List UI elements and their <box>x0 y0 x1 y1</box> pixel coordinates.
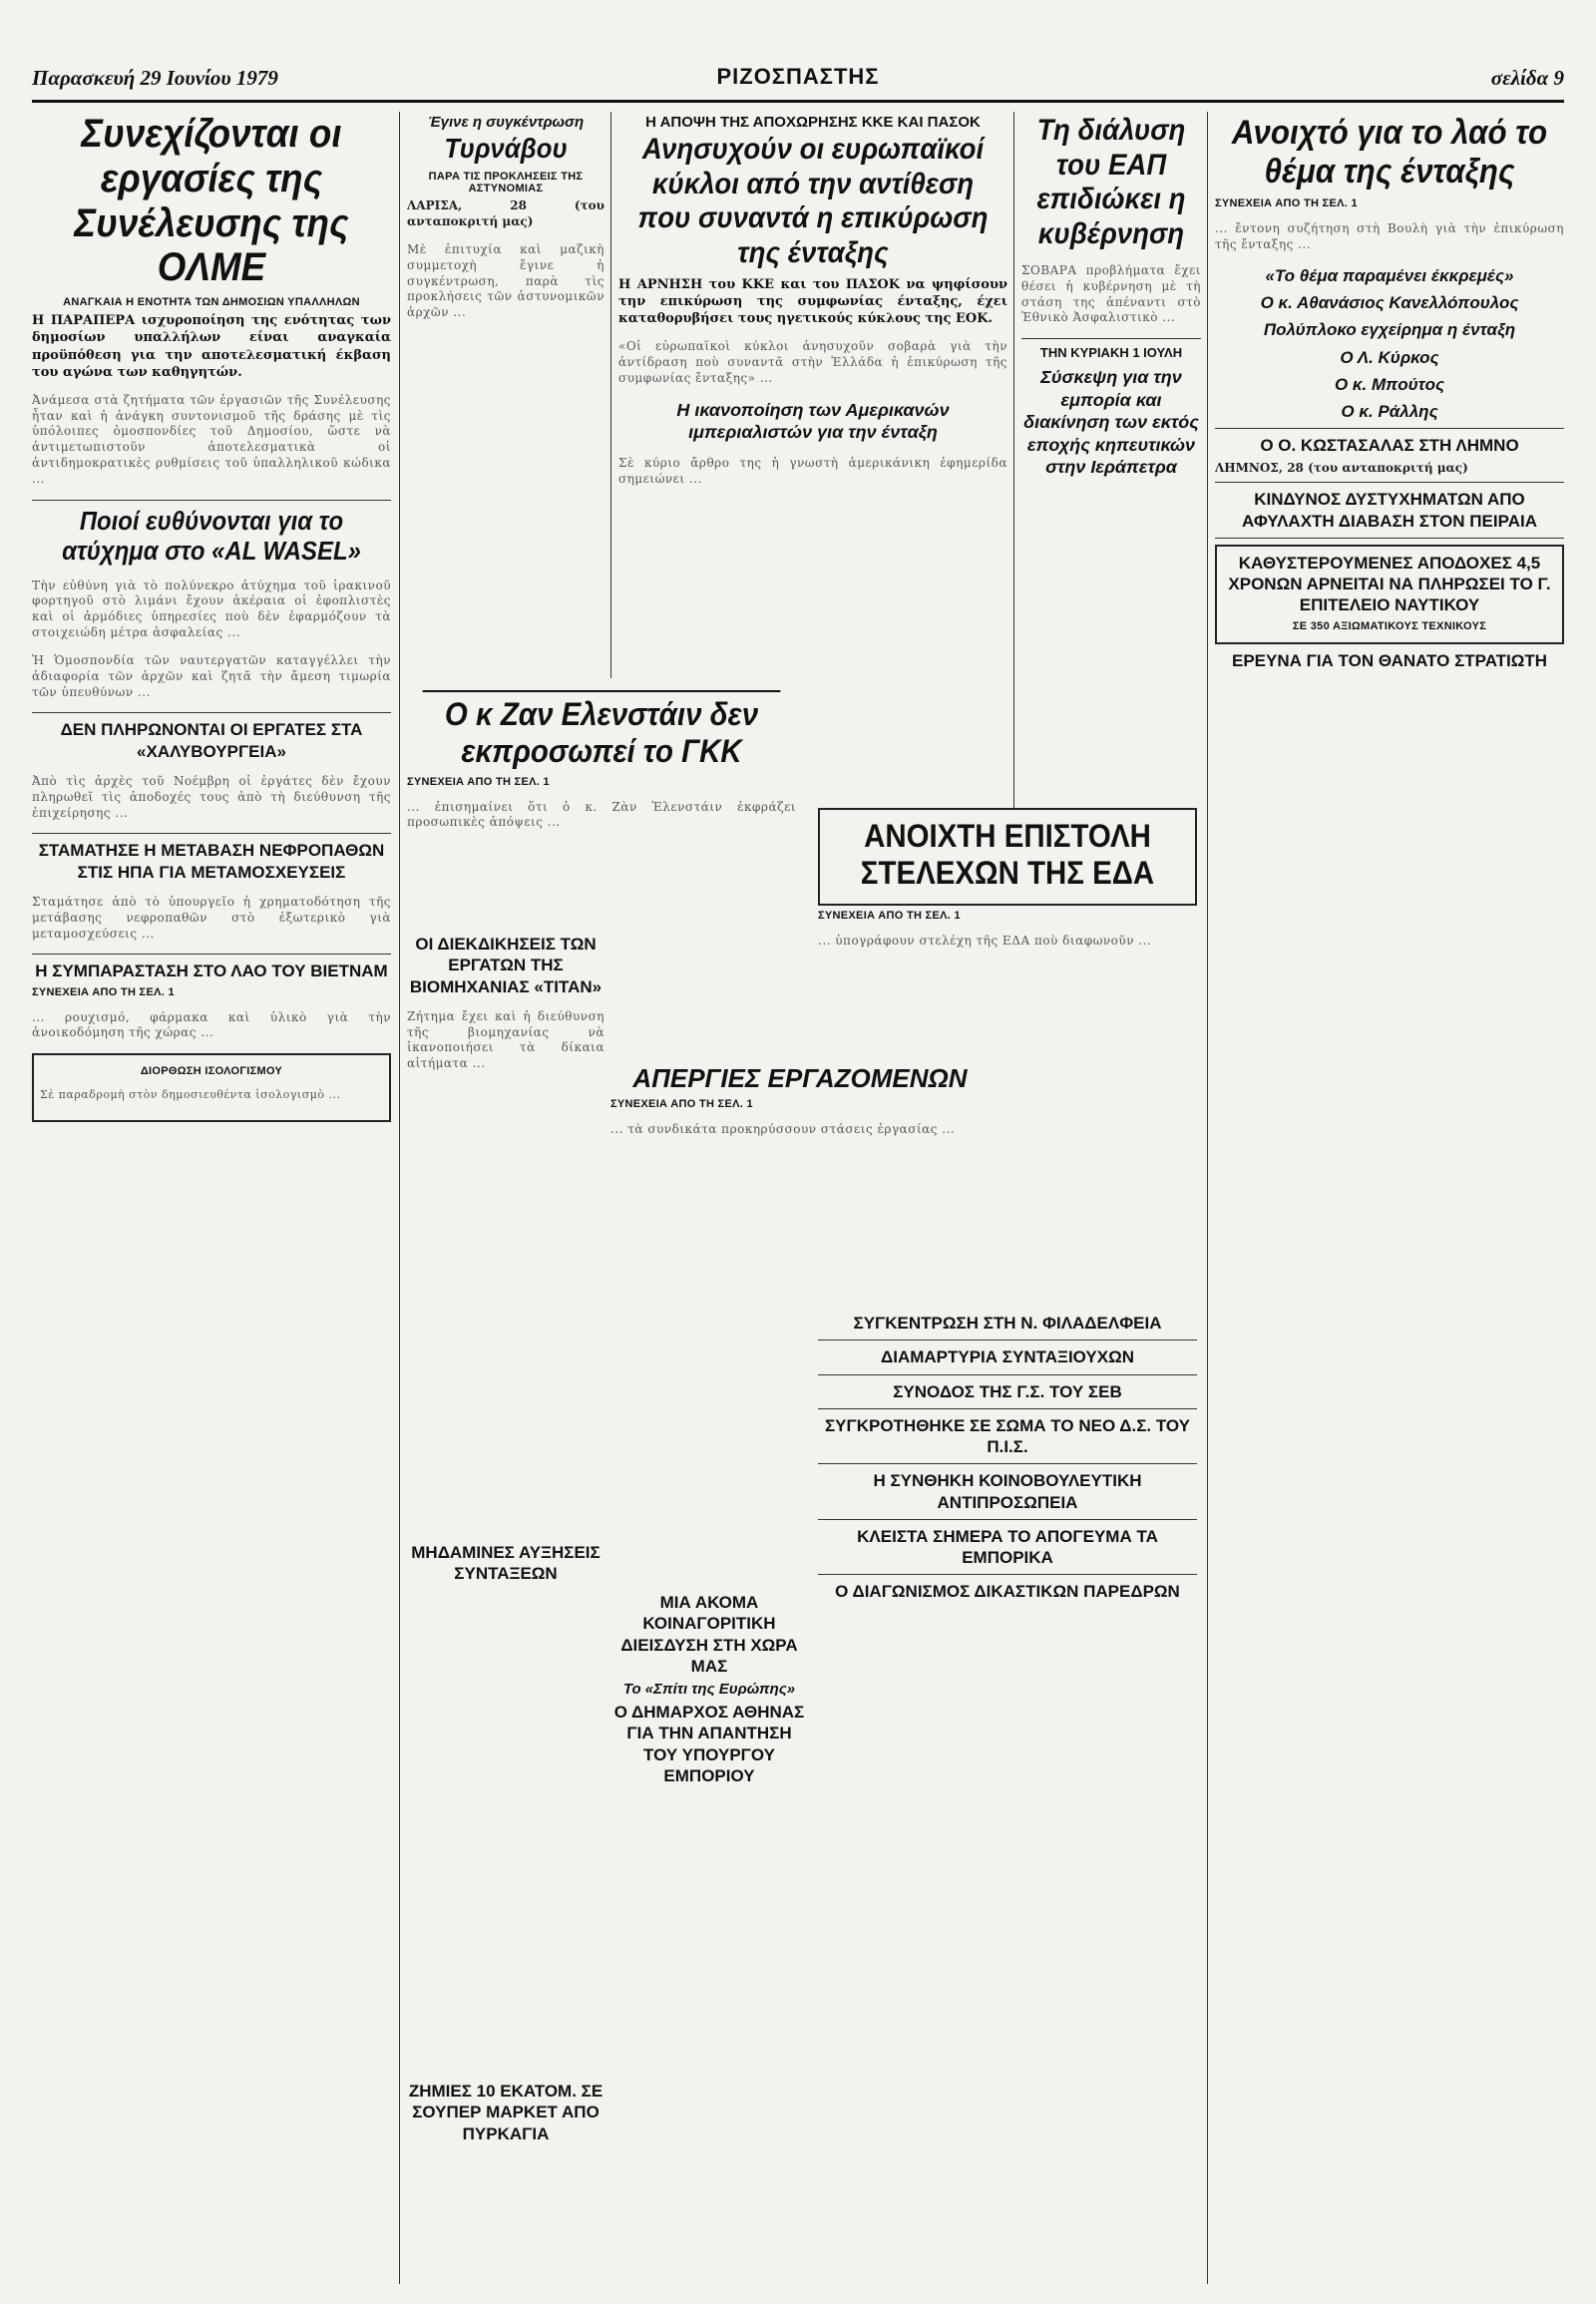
subhead-kanellopoulos: Ο κ. Αθανάσιος Κανελλόπουλος <box>1260 293 1519 313</box>
masthead: ΡΙΖΟΣΠΑΣΤΗΣ <box>716 64 880 89</box>
headline-strikes: ΑΠΕΡΓΙΕΣ ΕΡΓΑΖΟΜΕΝΩΝ <box>632 1063 968 1093</box>
article-halyvourgeia <box>32 719 391 821</box>
dateline-limnos: ΛΗΜΝΟΣ, 28 (του ανταποκριτή μας) <box>1215 460 1468 475</box>
article-titan <box>407 928 604 1187</box>
body-text: Σὲ παραδρομὴ στὸν δημοσιευθέντα ἰσολογισμὸ ... <box>40 1088 341 1102</box>
continued-label: ΣΥΝΕΧΕΙΑ ΑΠΟ ΤΗ ΣΕΛ. 1 <box>1215 197 1358 210</box>
kicker-tyrnavos: Έγινε η συγκέντρωση <box>427 114 585 131</box>
kicker-eok: Η ΑΠΟΨΗ ΤΗΣ ΑΠΟΧΩΡΗΣΗΣ ΚΚΕ ΚΑΙ ΠΑΣΟΚ <box>645 114 981 131</box>
headline-koin: ΜΙΑ ΑΚΟΜΑ ΚΟΙΝΑΓΟΡΙΤΙΚΗ ΔΙΕΙΣΔΥΣΗ ΣΤΗ ΧΩΡΑ ΜΑΣ <box>620 1593 798 1676</box>
headline-anti: Η ΣΥΝΘΗΚΗ ΚΟΙΝΟΒΟΥΛΕΥΤΙΚΗ ΑΝΤΙΠΡΟΣΩΠΕΙΑ <box>873 1471 1142 1512</box>
continued-label: ΣΥΝΕΧΕΙΑ ΑΠΟ ΤΗ ΣΕΛ. 1 <box>818 909 961 922</box>
subhead-naftiko: ΣΕ 350 ΑΞΙΩΜΑΤΙΚΟΥΣ ΤΕΧΝΙΚΟΥΣ <box>1292 619 1487 632</box>
headline-elenstein: Ο κ Ζαν Ελενστάιν δεν εκπροσωπεί το ΓΚΚ <box>423 690 781 770</box>
headline-fire: ΖΗΜΙΕΣ 10 ΕΚΑΤΟΜ. ΣΕ ΣΟΥΠΕΡ ΜΑΡΚΕΤ ΑΠΟ ΠΥΡΚΑΓΙΑ <box>408 2082 603 2143</box>
subhead-boutos: Ο κ. Μπούτος <box>1334 374 1445 394</box>
article-al-wasel <box>32 507 391 701</box>
headline-limnos: Ο Ο. ΚΩΣΤΑΣΑΛΑΣ ΣΤΗ ΛΗΜΝΟ <box>1260 436 1519 456</box>
subhead-tyrnavos: ΠΑΡΑ ΤΙΣ ΠΡΟΚΛΗΣΕΙΣ ΤΗΣ ΑΣΤΥΝΟΜΙΑΣ <box>428 171 584 195</box>
subhead-koin: Το «Σπίτι της Ευρώπης» <box>622 1681 796 1696</box>
notice-box <box>32 1053 391 1122</box>
body-text: ... ρουχισμό, φάρμακα καὶ ὑλικὸ γιὰ τὴν ἀνοικοδόμηση τῆς χώρας ... <box>32 1009 391 1040</box>
body-text: Σὲ κύριο ἄρθρο της ἡ γνωστὴ ἀμερικάνικη ἐφημερίδα σημειώνει ... <box>618 455 1007 486</box>
headline-eok: Ανησυχούν οι ευρωπαϊκοί κύκλοι από την αντίθεση που συναντά η επικύρωση της ένταξης <box>637 133 989 269</box>
headline-protest: ΔΙΑΜΑΡΤΥΡΙΑ ΣΥΝΤΑΞΙΟΥΧΩΝ <box>881 1347 1134 1367</box>
column-4 <box>1021 112 1201 870</box>
article-pension <box>407 1536 604 1666</box>
headline-shops: ΚΛΕΙΣΤΑ ΣΗΜΕΡΑ ΤΟ ΑΠΟΓΕΥΜΑ ΤΑ ΕΜΠΟΡΙΚΑ <box>857 1526 1158 1567</box>
subhead-olme: ΑΝΑΓΚΑΙΑ Η ΕΝΟΤΗΤΑ ΤΩΝ ΔΗΜΟΣΙΩΝ ΥΠΑΛΛΗΛΩΝ <box>63 296 360 309</box>
headline-nefropathis: ΣΤΑΜΑΤΗΣΕ Η ΜΕΤΑΒΑΣΗ ΝΕΦΡΟΠΑΘΩΝ ΣΤΙΣ ΗΠΑ ΓΙΑ ΜΕΤΑΜΟΣΧΕΥΣΕΙΣ <box>38 841 385 882</box>
article-koin <box>610 1586 808 1696</box>
page-number: σελίδα 9 <box>1490 66 1564 90</box>
column-2 <box>407 112 604 680</box>
body-text: Μὲ ἐπιτυχία καὶ μαζικὴ συμμετοχὴ ἔγινε ἡ συγκέντρωση, παρὰ τὶς προκλήσεις τῶν ἀστυνομικῶν ἀρχῶν ... <box>407 241 604 320</box>
body-text: Σταμάτησε ἀπὸ τὸ ὑπουργεῖο ἡ χρηματοδότηση τῆς μετάβασης νεφροπαθῶν στὸ ἐξωτερικὸ γιὰ μεταμοσχεύσεις ... <box>32 894 391 941</box>
column-mid-right <box>818 1307 1197 2204</box>
headline-rally: ΣΥΓΚΕΝΤΡΩΣΗ ΣΤΗ Ν. ΦΙΛΑΔΕΛΦΕΙΑ <box>853 1314 1162 1333</box>
column-1 <box>32 112 391 2294</box>
dateline-tyrnavos: ΛΑΡΙΣΑ, 28 (του ανταποκριτή μας) <box>407 198 604 229</box>
lead-olme: Η ΠΑΡΑΠΕΡΑ ισχυροποίηση της ενότητας των δημοσίων υπαλλήλων είναι αναγκαία προϋπόθεση για την αποτελεσματική έκβαση του αγώνα των καθηγητών. <box>32 313 391 380</box>
body-text: Ἀνάμεσα στὰ ζητήματα τῶν ἐργασιῶν τῆς Συνέλευσης ἦταν καὶ ἡ ἀνάγκη συντονισμοῦ τῆς δράσης μὲ τὶς ὑπόλοιπες ὁμοσπονδίες τοῦ Δημοσίου, ὥστε νὰ ἀντιμετωπιστοῦν ἀποτελεσματικὰ οἱ ἀντιδημοκρατικὲς ρυθμίσεις τοῦ ὑπαλληλικοῦ κώδικα ... <box>32 392 391 486</box>
article-nefropathis <box>32 840 391 942</box>
headline-tyrnavos: Τυρνάβου <box>444 133 568 164</box>
headline-stratiotis: ΕΡΕΥΝΑ ΓΙΑ ΤΟΝ ΘΑΝΑΤΟ ΣΤΡΑΤΙΩΤΗ <box>1231 650 1547 670</box>
headline-open-letter: ΑΝΟΙΧΤΗ ΕΠΙΣΤΟΛΗ ΣΤΕΛΕΧΩΝ ΤΗΣ ΕΔΑ <box>860 818 1155 891</box>
body-text: Ἀπὸ τὶς ἀρχὲς τοῦ Νοέμβρη οἱ ἐργάτες δὲν ἔχουν πληρωθεῖ τὶς ἀποδοχές τους ἀπὸ τὴ διεύθυνση τῆς ἐπιχείρησης ... <box>32 773 391 820</box>
headline-olme: Συνεχίζονται οι εργασίες της Συνέλευσης της ΟΛΜΕ <box>74 112 349 290</box>
issue-date: Παρασκευή 29 Ιουνίου 1979 <box>32 66 278 90</box>
headline-pension: ΜΗΔΑΜΙΝΕΣ ΑΥΞΗΣΕΙΣ ΣΥΝΤΑΞΕΩΝ <box>411 1543 600 1584</box>
continued-label: ΣΥΝΕΧΕΙΑ ΑΠΟ ΤΗ ΣΕΛ. 1 <box>32 985 175 998</box>
open-letter-box <box>818 808 1197 906</box>
page-header <box>32 64 1564 103</box>
headline-sev: ΣΥΝΟΔΟΣ ΤΗΣ Γ.Σ. ΤΟΥ ΣΕΒ <box>893 1381 1122 1401</box>
headline-titan: ΟΙ ΔΙΕΚΔΙΚΗΣΕΙΣ ΤΩΝ ΕΡΓΑΤΩΝ ΤΗΣ ΒΙΟΜΗΧΑΝΙΑΣ «ΤΙΤΑΝ» <box>409 935 602 996</box>
subhead-ekkremes: «Το θέμα παραμένει έκκρεμές» <box>1265 265 1514 285</box>
headline-vietnam: Η ΣΥΜΠΑΡΑΣΤΑΣΗ ΣΤΟ ΛΑΟ ΤΟΥ ΒΙΕΤΝΑΜ <box>35 961 388 981</box>
body-text: ... τὰ συνδικάτα προκηρύσσουν στάσεις ἐργασίας ... <box>610 1122 956 1137</box>
body-text: Ἡ Ὁμοσπονδία τῶν ναυτεργατῶν καταγγέλλει τὴν ἀδιαφορία τῶν ἀρχῶν καὶ ζητᾶ τὴν ἄμεση τιμωρία τῶν ὑπευθύνων ... <box>32 652 391 699</box>
article-fire <box>407 2075 604 2194</box>
body-text: ... ὑπογράφουν στελέχη τῆς ΕΔΑ ποὺ διαφωνοῦν ... <box>818 933 1152 948</box>
body-text: ΣΟΒΑΡΑ προβλήματα ἔχει θέσει ἡ κυβέρνηση μὲ τὴ στάση της ἀπέναντι στὸ Ἐθνικὸ Ἀσφαλιστικὸ ... <box>1021 263 1201 325</box>
kicker-ierapetra: ΤΗΝ ΚΥΡΙΑΚΗ 1 ΙΟΥΛΗ <box>1039 345 1183 361</box>
article-olme <box>32 112 391 488</box>
headline-entaxi: Ανοιχτό για το λαό το θέμα της ένταξης <box>1231 114 1548 192</box>
headline-eap: Τη διάλυση του ΕΑΠ επιδιώκει η κυβέρνηση <box>1036 114 1186 250</box>
lead-eok: Η ΑΡΝΗΣΗ του ΚΚΕ και του ΠΑΣΟΚ να ψηφίσουν την επικύρωση της συμφωνίας ένταξης, έχει καταθορυβήσει τους ηγετικούς κύκλους της ΕΟΚ. <box>618 277 1007 327</box>
article-open-letter <box>818 808 1197 1067</box>
body-text: ... ἔντονη συζήτηση στὴ Βουλὴ γιὰ τὴν ἐπικύρωση τῆς ἔνταξης ... <box>1215 221 1564 252</box>
body-text: «Οἱ εὐρωπαϊκοὶ κύκλοι ἀνησυχοῦν σοβαρὰ γιὰ τὴν ἀντίδραση ποὺ συναντᾶ στὴν Ἑλλάδα ἡ ἐπικύρωση τῆς συμφωνίας ἔνταξης» ... <box>618 339 1007 386</box>
body-text: Ζήτημα ἔχει καὶ ἡ διεύθυνση τῆς βιομηχανίας νὰ ἱκανοποιήσει τὰ δίκαια αἰτήματα ... <box>407 1008 604 1071</box>
subhead-kyrkos: Ο Λ. Κύρκος <box>1340 347 1439 367</box>
continued-label: ΣΥΝΕΧΕΙΑ ΑΠΟ ΤΗ ΣΕΛ. 1 <box>610 1098 753 1111</box>
headline-ierapetra: Σύσκεψη για την εμπορία και διακίνηση των εκτός εποχής κηπευτικών στην Ιεράπετρα <box>1023 367 1199 478</box>
notice-title: ΔΙΟΡΘΩΣΗ ΙΣΟΛΟΓΙΣΜΟΥ <box>140 1065 283 1078</box>
article-vietnam <box>32 960 391 1041</box>
headline-contest: Ο ΔΙΑΓΩΝΙΣΜΟΣ ΔΙΚΑΣΤΙΚΩΝ ΠΑΡΕΔΡΩΝ <box>835 1582 1180 1602</box>
subhead-imperialists: Η ικανοποίηση των Αμερικανών ιμπεριαλιστών για την ένταξη <box>676 399 950 443</box>
subhead-polyploko: Πολύπλοκο εγχείρημα η ένταξη <box>1263 320 1516 340</box>
continued-label: ΣΥΝΕΧΕΙΑ ΑΠΟ ΤΗ ΣΕΛ. 1 <box>407 775 550 788</box>
column-5 <box>1215 112 1564 2294</box>
article-demos <box>610 1696 808 1805</box>
headline-al-wasel: Ποιοί ευθύνονται για το ατύχημα στο «AL WASEL» <box>62 505 361 566</box>
subhead-rallis: Ο κ. Ράλλης <box>1341 402 1438 422</box>
headline-demos: Ο ΔΗΜΑΡΧΟΣ ΑΘΗΝΑΣ ΓΙΑ ΤΗΝ ΑΠΑΝΤΗΣΗ ΤΟΥ ΥΠΟΥΡΓΟΥ ΕΜΠΟΡΙΟΥ <box>613 1703 805 1785</box>
body-text: Τὴν εὐθύνη γιὰ τὸ πολύνεκρο ἀτύχημα τοῦ ἰρακινοῦ φορτηγοῦ στὸ λιμάνι ἔχουν ἀκέραια οἱ ἐφοπλιστὲς καὶ οἱ ἀρμόδιες ὑπηρεσίες ποὺ δὲν ἐφαρμόζουν τὰ στοιχειώδη μέτρα ἀσφαλείας ... <box>32 577 391 640</box>
body-text: ... ἐπισημαίνει ὅτι ὁ κ. Ζὰν Ἐλενστάιν ἐκφράζει προσωπικὲς ἀπόψεις ... <box>407 799 796 830</box>
article-elenstein <box>407 688 796 918</box>
headline-halyvourgeia: ΔΕΝ ΠΛΗΡΩΝΟΝΤΑΙ ΟΙ ΕΡΓΑΤΕΣ ΣΤΑ «ΧΑΛΥΒΟΥΡΓΕΙΑ» <box>60 720 363 761</box>
headline-ds: ΣΥΓΚΡΟΤΗΘΗΚΕ ΣΕ ΣΩΜΑ ΤΟ ΝΕΟ Δ.Σ. ΤΟΥ Π.Ι.Σ. <box>824 1415 1191 1456</box>
headline-peiraias: ΚΙΝΔΥΝΟΣ ΔΥΣΤΥΧΗΜΑΤΩΝ ΑΠΟ ΑΦΥΛΑΧΤΗ ΔΙΑΒΑΣΗ ΣΤΟΝ ΠΕΙΡΑΙΑ <box>1242 490 1537 531</box>
headline-naftiko: ΚΑΘΥΣΤΕΡΟΥΜΕΝΕΣ ΑΠΟΔΟΧΕΣ 4,5 ΧΡΟΝΩΝ ΑΡΝΕΙΤΑΙ ΝΑ ΠΛΗΡΩΣΕΙ ΤΟ Γ. ΕΠΙΤΕΛΕΙΟ ΝΑΥΤΙΚΟΥ <box>1228 553 1551 615</box>
box-naftiko <box>1215 545 1564 644</box>
